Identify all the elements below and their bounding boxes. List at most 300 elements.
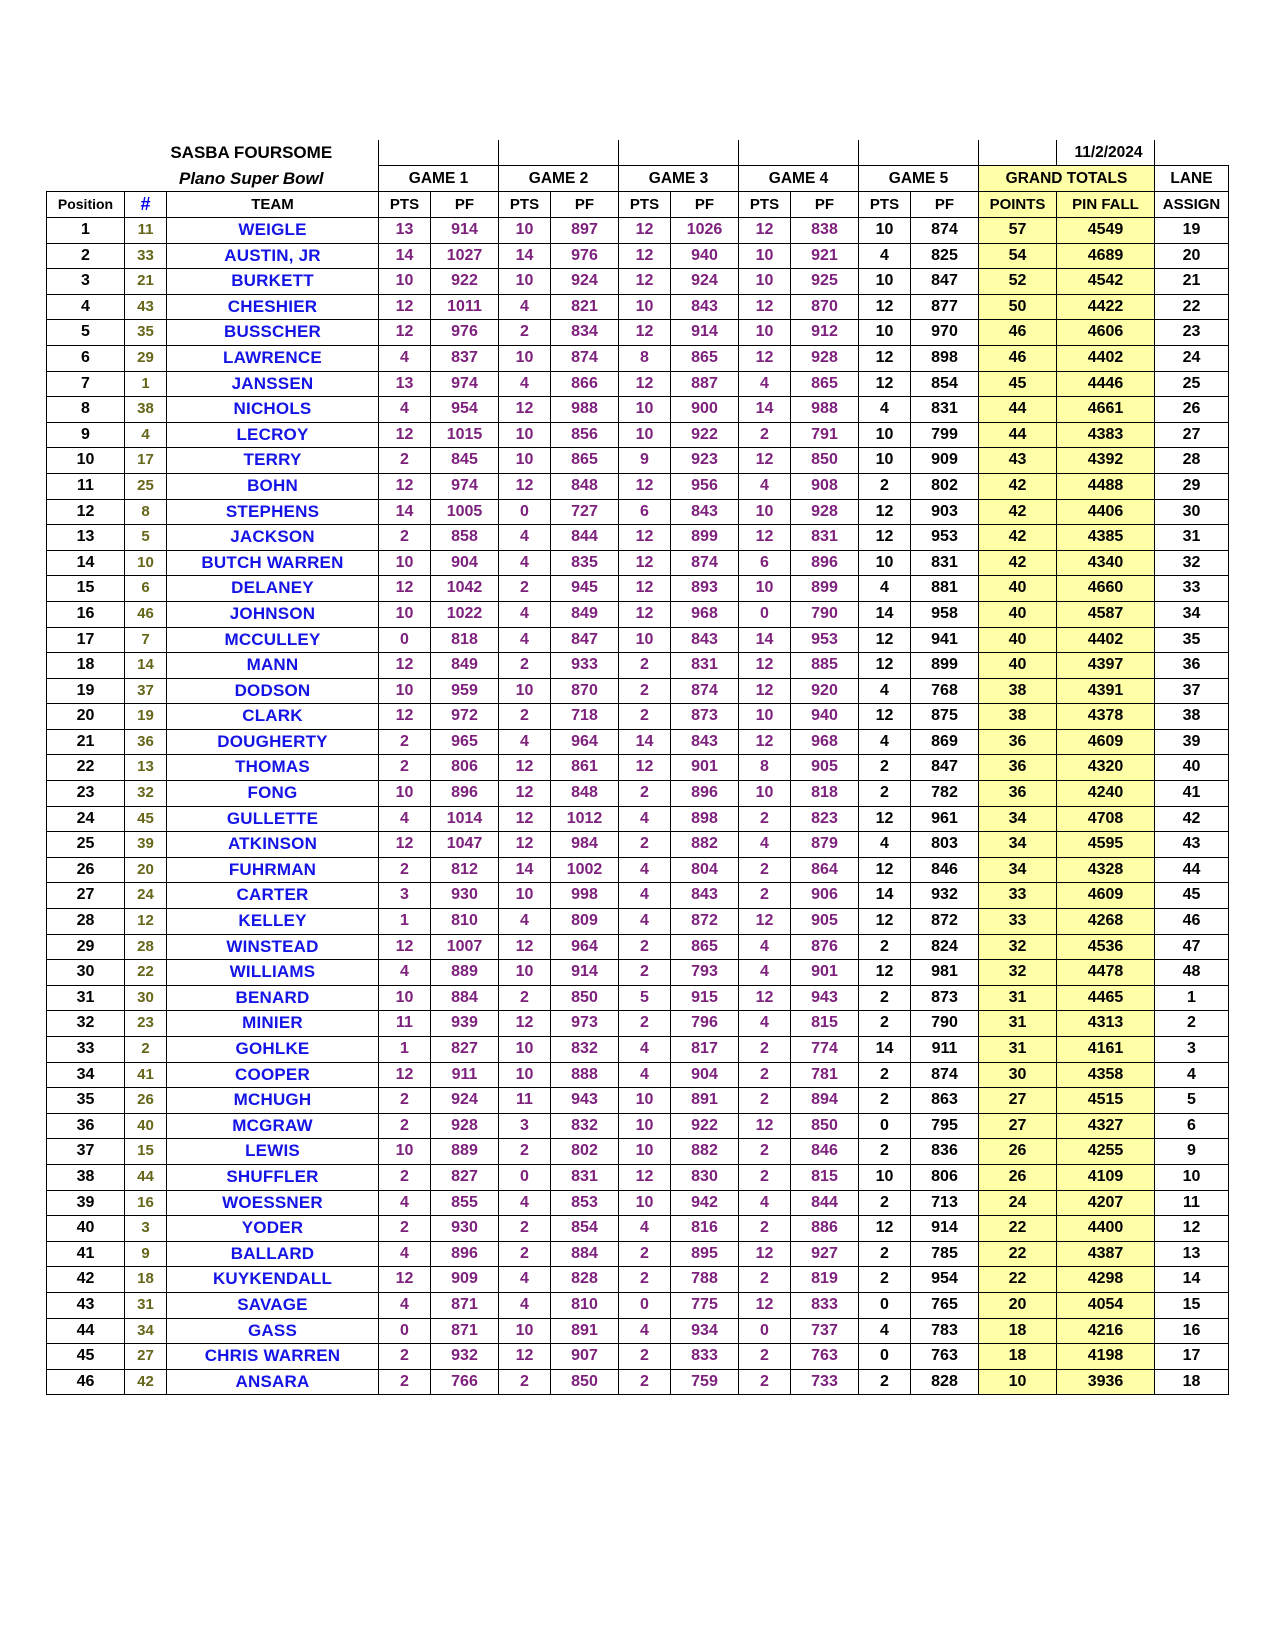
row-game2-pts: 11: [499, 1088, 551, 1114]
row-team-number: 13: [125, 755, 167, 781]
row-lane-assign: 12: [1155, 1216, 1229, 1242]
group-header-game3: GAME 3: [619, 166, 739, 192]
row-position: 11: [47, 473, 125, 499]
row-game5-pf: 795: [911, 1113, 979, 1139]
row-lane-assign: 48: [1155, 960, 1229, 986]
row-game5-pts: 2: [859, 1139, 911, 1165]
row-game5-pts: 12: [859, 857, 911, 883]
row-position: 20: [47, 704, 125, 730]
row-game2-pf: 718: [551, 704, 619, 730]
row-lane-assign: 30: [1155, 499, 1229, 525]
row-team-number: 29: [125, 345, 167, 371]
row-lane-assign: 16: [1155, 1318, 1229, 1344]
row-lane-assign: 43: [1155, 832, 1229, 858]
row-game5-pts: 2: [859, 1062, 911, 1088]
row-game3-pf: 891: [671, 1088, 739, 1114]
row-game1-pf: 896: [431, 1241, 499, 1267]
row-game1-pts: 0: [379, 1318, 431, 1344]
row-game3-pf: 833: [671, 1344, 739, 1370]
row-game2-pf: 1002: [551, 857, 619, 883]
row-game3-pts: 6: [619, 499, 671, 525]
row-total-points: 36: [979, 729, 1057, 755]
row-total-pinfall: 4542: [1057, 269, 1155, 295]
row-total-pinfall: 4255: [1057, 1139, 1155, 1165]
row-game2-pf: 847: [551, 627, 619, 653]
row-position: 33: [47, 1037, 125, 1063]
row-total-points: 36: [979, 781, 1057, 807]
row-game5-pf: 881: [911, 576, 979, 602]
row-position: 2: [47, 243, 125, 269]
row-game4-pf: 885: [791, 653, 859, 679]
row-game2-pts: 10: [499, 422, 551, 448]
row-total-points: 40: [979, 601, 1057, 627]
row-game5-pts: 12: [859, 525, 911, 551]
column-header-total-points: POINTS: [979, 192, 1057, 218]
row-game1-pts: 10: [379, 269, 431, 295]
row-game4-pts: 10: [739, 269, 791, 295]
row-team-name: WOESSNER: [167, 1190, 379, 1216]
row-game1-pf: 954: [431, 397, 499, 423]
row-game1-pf: 818: [431, 627, 499, 653]
table-row: [47, 704, 1229, 730]
row-lane-assign: 38: [1155, 704, 1229, 730]
row-total-pinfall: 4689: [1057, 243, 1155, 269]
row-game4-pf: 838: [791, 218, 859, 244]
row-game2-pf: 850: [551, 1369, 619, 1395]
row-game3-pts: 12: [619, 550, 671, 576]
row-game1-pts: 10: [379, 550, 431, 576]
row-game5-pf: 824: [911, 934, 979, 960]
row-game5-pf: 799: [911, 422, 979, 448]
row-game3-pts: 12: [619, 473, 671, 499]
column-header-g1-pts: PTS: [379, 192, 431, 218]
row-game3-pf: 915: [671, 985, 739, 1011]
row-game5-pf: 877: [911, 294, 979, 320]
row-game4-pf: 870: [791, 294, 859, 320]
row-position: 41: [47, 1241, 125, 1267]
row-game4-pts: 2: [739, 1267, 791, 1293]
row-game3-pf: 843: [671, 294, 739, 320]
row-game3-pf: 759: [671, 1369, 739, 1395]
row-game5-pts: 14: [859, 1037, 911, 1063]
row-game1-pts: 3: [379, 883, 431, 909]
column-header-number: #: [125, 192, 167, 218]
row-game4-pts: 10: [739, 781, 791, 807]
row-game3-pf: 882: [671, 832, 739, 858]
row-game3-pts: 2: [619, 960, 671, 986]
row-team-number: 26: [125, 1088, 167, 1114]
row-game5-pts: 0: [859, 1292, 911, 1318]
row-lane-assign: 13: [1155, 1241, 1229, 1267]
row-game2-pf: 856: [551, 422, 619, 448]
row-game5-pts: 4: [859, 576, 911, 602]
row-game3-pts: 5: [619, 985, 671, 1011]
row-game1-pts: 12: [379, 422, 431, 448]
row-total-points: 30: [979, 1062, 1057, 1088]
row-total-pinfall: 4387: [1057, 1241, 1155, 1267]
row-total-pinfall: 4446: [1057, 371, 1155, 397]
row-game1-pts: 2: [379, 1216, 431, 1242]
row-position: 44: [47, 1318, 125, 1344]
row-game3-pf: 843: [671, 883, 739, 909]
row-game1-pts: 2: [379, 755, 431, 781]
row-position: 13: [47, 525, 125, 551]
row-total-pinfall: 4400: [1057, 1216, 1155, 1242]
row-game5-pf: 831: [911, 550, 979, 576]
row-game3-pts: 2: [619, 1241, 671, 1267]
table-row: [47, 243, 1229, 269]
row-game3-pts: 4: [619, 1318, 671, 1344]
row-game3-pts: 2: [619, 678, 671, 704]
row-game5-pts: 2: [859, 755, 911, 781]
row-game4-pts: 12: [739, 1241, 791, 1267]
row-total-pinfall: 4328: [1057, 857, 1155, 883]
row-total-points: 38: [979, 704, 1057, 730]
row-game1-pf: 889: [431, 960, 499, 986]
row-team-name: CLARK: [167, 704, 379, 730]
row-game4-pts: 12: [739, 525, 791, 551]
rule-cell: [911, 140, 979, 166]
row-game2-pf: 964: [551, 934, 619, 960]
row-game4-pf: 988: [791, 397, 859, 423]
row-game3-pf: 816: [671, 1216, 739, 1242]
table-row: [47, 218, 1229, 244]
row-game2-pf: 924: [551, 269, 619, 295]
row-team-name: BUSSCHER: [167, 320, 379, 346]
row-team-name: MCHUGH: [167, 1088, 379, 1114]
row-total-points: 42: [979, 550, 1057, 576]
row-team-name: WINSTEAD: [167, 934, 379, 960]
row-game1-pts: 10: [379, 601, 431, 627]
table-header: [47, 140, 1229, 218]
table-row: [47, 473, 1229, 499]
row-game2-pts: 12: [499, 1344, 551, 1370]
row-game1-pts: 4: [379, 1292, 431, 1318]
row-game1-pf: 959: [431, 678, 499, 704]
row-team-number: 18: [125, 1267, 167, 1293]
row-total-pinfall: 4298: [1057, 1267, 1155, 1293]
row-game4-pf: 815: [791, 1164, 859, 1190]
row-team-number: 41: [125, 1062, 167, 1088]
row-game5-pf: 847: [911, 755, 979, 781]
row-team-number: 11: [125, 218, 167, 244]
row-game2-pf: 907: [551, 1344, 619, 1370]
row-game4-pf: 968: [791, 729, 859, 755]
row-team-number: 19: [125, 704, 167, 730]
row-team-name: CARTER: [167, 883, 379, 909]
row-total-points: 54: [979, 243, 1057, 269]
row-game4-pts: 0: [739, 601, 791, 627]
row-game2-pts: 4: [499, 601, 551, 627]
row-game5-pf: 953: [911, 525, 979, 551]
row-position: 39: [47, 1190, 125, 1216]
row-game4-pf: 850: [791, 448, 859, 474]
row-game1-pf: 884: [431, 985, 499, 1011]
row-team-number: 2: [125, 1037, 167, 1063]
row-game5-pts: 12: [859, 806, 911, 832]
row-game4-pts: 2: [739, 883, 791, 909]
row-game2-pf: 884: [551, 1241, 619, 1267]
row-total-points: 46: [979, 345, 1057, 371]
row-game3-pts: 4: [619, 909, 671, 935]
row-team-number: 17: [125, 448, 167, 474]
table-row: [47, 550, 1229, 576]
row-team-number: 1: [125, 371, 167, 397]
row-game3-pts: 10: [619, 1190, 671, 1216]
table-row: [47, 601, 1229, 627]
row-game4-pf: 894: [791, 1088, 859, 1114]
row-lane-assign: 18: [1155, 1369, 1229, 1395]
row-lane-assign: 21: [1155, 269, 1229, 295]
row-game3-pts: 2: [619, 1267, 671, 1293]
row-game1-pts: 12: [379, 1062, 431, 1088]
row-game5-pts: 14: [859, 883, 911, 909]
row-game1-pts: 4: [379, 1241, 431, 1267]
row-game1-pts: 13: [379, 218, 431, 244]
row-game1-pts: 2: [379, 1113, 431, 1139]
row-game4-pts: 14: [739, 397, 791, 423]
row-game3-pf: 940: [671, 243, 739, 269]
row-game1-pf: 806: [431, 755, 499, 781]
row-team-number: 3: [125, 1216, 167, 1242]
row-game2-pts: 4: [499, 550, 551, 576]
row-game3-pts: 10: [619, 1088, 671, 1114]
row-position: 32: [47, 1011, 125, 1037]
row-game4-pts: 10: [739, 576, 791, 602]
row-total-pinfall: 4488: [1057, 473, 1155, 499]
row-game5-pf: 961: [911, 806, 979, 832]
row-game2-pts: 12: [499, 1011, 551, 1037]
row-team-number: 42: [125, 1369, 167, 1395]
row-game5-pf: 765: [911, 1292, 979, 1318]
row-game1-pts: 12: [379, 473, 431, 499]
row-total-pinfall: 4327: [1057, 1113, 1155, 1139]
row-game1-pf: 889: [431, 1139, 499, 1165]
row-game5-pf: 803: [911, 832, 979, 858]
table-row: [47, 1139, 1229, 1165]
row-team-number: 24: [125, 883, 167, 909]
row-team-name: SHUFFLER: [167, 1164, 379, 1190]
row-game2-pf: 976: [551, 243, 619, 269]
row-game2-pts: 2: [499, 985, 551, 1011]
row-game1-pts: 4: [379, 345, 431, 371]
row-team-number: 37: [125, 678, 167, 704]
row-position: 42: [47, 1267, 125, 1293]
table-row: [47, 883, 1229, 909]
row-position: 3: [47, 269, 125, 295]
row-game1-pf: 911: [431, 1062, 499, 1088]
row-game4-pts: 12: [739, 448, 791, 474]
row-game5-pf: 874: [911, 218, 979, 244]
row-game5-pf: 954: [911, 1267, 979, 1293]
row-game4-pts: 2: [739, 422, 791, 448]
row-position: 19: [47, 678, 125, 704]
center-name: Plano Super Bowl: [178, 168, 324, 188]
row-game1-pts: 12: [379, 934, 431, 960]
row-total-points: 40: [979, 627, 1057, 653]
row-game4-pf: 819: [791, 1267, 859, 1293]
row-total-pinfall: 4661: [1057, 397, 1155, 423]
row-game2-pts: 4: [499, 525, 551, 551]
row-game1-pts: 2: [379, 1088, 431, 1114]
table-row: [47, 781, 1229, 807]
row-game4-pts: 2: [739, 1139, 791, 1165]
row-game3-pf: 843: [671, 499, 739, 525]
row-team-number: 40: [125, 1113, 167, 1139]
spacer-cell: [1155, 140, 1229, 166]
row-game5-pf: 836: [911, 1139, 979, 1165]
row-game4-pf: 879: [791, 832, 859, 858]
row-game1-pf: 827: [431, 1164, 499, 1190]
row-game1-pf: 932: [431, 1344, 499, 1370]
group-header-game1: GAME 1: [379, 166, 499, 192]
row-game1-pts: 12: [379, 320, 431, 346]
row-game1-pf: 974: [431, 473, 499, 499]
row-total-points: 31: [979, 1037, 1057, 1063]
row-game3-pf: 900: [671, 397, 739, 423]
row-game3-pf: 899: [671, 525, 739, 551]
row-game1-pf: 845: [431, 448, 499, 474]
row-team-name: BUTCH WARREN: [167, 550, 379, 576]
row-game5-pts: 2: [859, 1241, 911, 1267]
row-game3-pts: 10: [619, 397, 671, 423]
row-game4-pf: 940: [791, 704, 859, 730]
row-game3-pf: 901: [671, 755, 739, 781]
row-total-pinfall: 4240: [1057, 781, 1155, 807]
row-game5-pf: 958: [911, 601, 979, 627]
row-team-name: YODER: [167, 1216, 379, 1242]
row-game4-pf: 899: [791, 576, 859, 602]
row-position: 4: [47, 294, 125, 320]
row-position: 31: [47, 985, 125, 1011]
row-team-name: BURKETT: [167, 269, 379, 295]
row-game1-pf: 974: [431, 371, 499, 397]
row-total-points: 18: [979, 1318, 1057, 1344]
row-game2-pf: 973: [551, 1011, 619, 1037]
spacer-cell: [47, 140, 125, 166]
row-team-number: 32: [125, 781, 167, 807]
row-team-number: 22: [125, 960, 167, 986]
row-game1-pf: 904: [431, 550, 499, 576]
row-lane-assign: 28: [1155, 448, 1229, 474]
row-game5-pf: 869: [911, 729, 979, 755]
row-game5-pts: 10: [859, 1164, 911, 1190]
row-game2-pts: 2: [499, 1369, 551, 1395]
row-game1-pf: 1007: [431, 934, 499, 960]
row-game4-pf: 791: [791, 422, 859, 448]
row-game2-pf: 984: [551, 832, 619, 858]
row-game3-pf: 874: [671, 678, 739, 704]
row-game5-pf: 825: [911, 243, 979, 269]
row-team-name: ATKINSON: [167, 832, 379, 858]
row-game4-pf: 850: [791, 1113, 859, 1139]
row-position: 35: [47, 1088, 125, 1114]
row-team-name: JACKSON: [167, 525, 379, 551]
row-game4-pf: 844: [791, 1190, 859, 1216]
row-game4-pf: 896: [791, 550, 859, 576]
row-lane-assign: 23: [1155, 320, 1229, 346]
row-game3-pf: 922: [671, 422, 739, 448]
table-row: [47, 1088, 1229, 1114]
table-row: [47, 1369, 1229, 1395]
row-game3-pf: 914: [671, 320, 739, 346]
row-lane-assign: 34: [1155, 601, 1229, 627]
row-game1-pts: 2: [379, 857, 431, 883]
table-row: [47, 320, 1229, 346]
row-position: 10: [47, 448, 125, 474]
table-row: [47, 832, 1229, 858]
row-game2-pf: 832: [551, 1037, 619, 1063]
row-game4-pts: 4: [739, 1190, 791, 1216]
table-row: [47, 755, 1229, 781]
row-team-name: GULLETTE: [167, 806, 379, 832]
row-total-points: 44: [979, 422, 1057, 448]
group-header-game4: GAME 4: [739, 166, 859, 192]
row-total-pinfall: 4536: [1057, 934, 1155, 960]
row-team-number: 46: [125, 601, 167, 627]
row-lane-assign: 42: [1155, 806, 1229, 832]
row-game2-pts: 2: [499, 653, 551, 679]
row-game3-pts: 2: [619, 653, 671, 679]
row-game3-pts: 8: [619, 345, 671, 371]
row-game5-pf: 854: [911, 371, 979, 397]
table-row: [47, 985, 1229, 1011]
table-row: [47, 1216, 1229, 1242]
row-lane-assign: 45: [1155, 883, 1229, 909]
row-game2-pts: 10: [499, 269, 551, 295]
column-header-total-pinfall: PIN FALL: [1057, 192, 1155, 218]
group-header-lane: LANE: [1155, 166, 1229, 192]
row-position: 29: [47, 934, 125, 960]
row-total-points: 32: [979, 934, 1057, 960]
row-game1-pf: 1015: [431, 422, 499, 448]
row-total-pinfall: 4478: [1057, 960, 1155, 986]
row-game4-pf: 823: [791, 806, 859, 832]
row-game2-pf: 809: [551, 909, 619, 935]
row-game4-pf: 928: [791, 499, 859, 525]
row-game2-pts: 10: [499, 218, 551, 244]
row-game5-pts: 14: [859, 601, 911, 627]
row-team-number: 35: [125, 320, 167, 346]
row-position: 36: [47, 1113, 125, 1139]
row-game2-pf: 897: [551, 218, 619, 244]
row-game3-pts: 0: [619, 1292, 671, 1318]
table-row: [47, 729, 1229, 755]
row-game3-pts: 12: [619, 576, 671, 602]
row-game5-pts: 12: [859, 704, 911, 730]
row-game4-pf: 831: [791, 525, 859, 551]
row-total-points: 46: [979, 320, 1057, 346]
row-total-points: 42: [979, 473, 1057, 499]
row-total-pinfall: 4515: [1057, 1088, 1155, 1114]
row-game4-pf: 763: [791, 1344, 859, 1370]
row-game3-pf: 793: [671, 960, 739, 986]
row-lane-assign: 2: [1155, 1011, 1229, 1037]
row-game3-pf: 904: [671, 1062, 739, 1088]
row-game2-pf: 870: [551, 678, 619, 704]
row-game4-pts: 12: [739, 678, 791, 704]
row-team-number: 7: [125, 627, 167, 653]
table-row: [47, 934, 1229, 960]
row-lane-assign: 27: [1155, 422, 1229, 448]
row-game3-pts: 2: [619, 832, 671, 858]
column-header-team: TEAM: [167, 192, 379, 218]
row-team-name: STEPHENS: [167, 499, 379, 525]
row-game2-pf: 988: [551, 397, 619, 423]
row-game2-pf: 821: [551, 294, 619, 320]
row-team-name: FONG: [167, 781, 379, 807]
row-game1-pf: 965: [431, 729, 499, 755]
